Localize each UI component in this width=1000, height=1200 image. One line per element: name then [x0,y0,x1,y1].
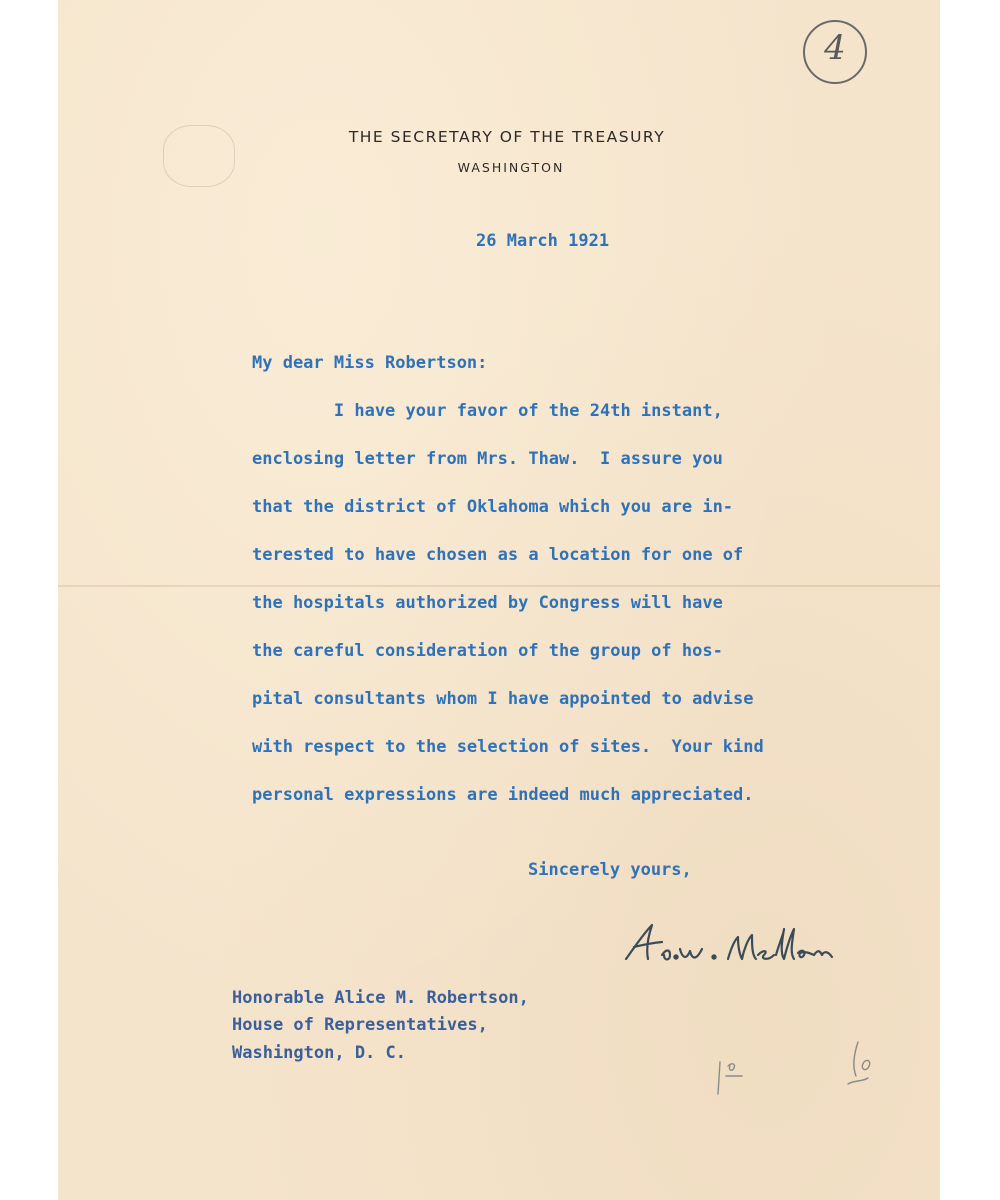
paper-fold-line [58,585,940,587]
closing: Sincerely yours, [528,860,692,880]
body-line: with respect to the selection of sites. Your kind [252,737,764,757]
letter-date: 26 March 1921 [476,231,610,251]
letter-page [58,0,940,1200]
handwritten-signature [618,915,858,975]
body-line: that the district of Oklahoma which you are in- [252,497,734,517]
body-line: the hospitals authorized by Congress will have [252,593,723,613]
body-line: enclosing letter from Mrs. Thaw. I assure you [252,449,723,469]
letterhead-city: WASHINGTON [457,160,565,175]
salutation: My dear Miss Robertson: [252,353,488,373]
body-line: I have your favor of the 24th instant, [252,401,723,421]
letterhead-title: THE SECRETARY OF THE TREASURY [348,128,666,146]
recipient-city: Washington, D. C. [232,1043,406,1063]
body-line: personal expressions are indeed much appreciated. [252,785,754,805]
body-line: the careful consideration of the group of hos- [252,641,723,661]
body-line: terested to have chosen as a location for one of [252,545,744,565]
recipient-name: Honorable Alice M. Robertson, [232,988,529,1008]
recipient-office: House of Representatives, [232,1015,488,1035]
body-line: pital consultants whom I have appointed to advise [252,689,754,709]
pencil-marginal-notes [708,1032,888,1102]
page-number-mark: 4 [824,28,846,68]
